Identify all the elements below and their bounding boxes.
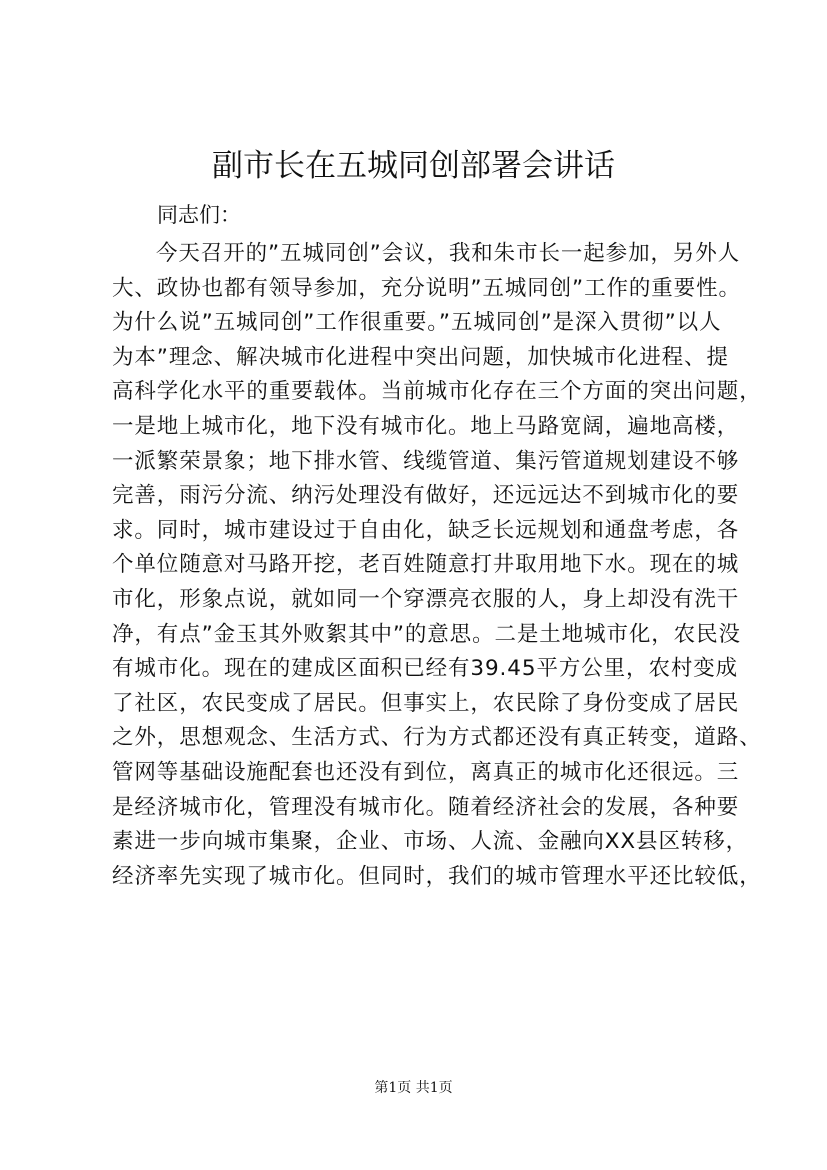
body-line: 为本”理念、解决城市化进程中突出问题，加快城市化进程、提 [112,344,729,370]
body-line: 大、政协也都有领导参加，充分说明”五城同创”工作的重要性。 [112,275,741,301]
body-line: 今天召开的”五城同创”会议，我和朱市长一起参加，另外人 [156,241,741,266]
body-line: 经济率先实现了城市化。但同时，我们的城市管理水平还比较低， [112,863,762,889]
body-line: 个单位随意对马路开挖，老百姓随意打井取用地下水。现在的城 [112,552,740,578]
body-line: 管网等基础设施配套也还没有到位，离真正的城市化还很远。三 [112,759,740,785]
body-line: 是经济城市化，管理没有城市化。随着经济社会的发展，各种要 [112,794,740,820]
body-line: 素进一步向城市集聚，企业、市场、人流、金融向XX县区转移， [112,829,749,855]
body-line: 净，有点”金玉其外败絮其中”的意思。二是土地城市化，农民没 [112,621,741,647]
body-line: 之外，思想观念、生活方式、行为方式都还没有真正转变，道路、 [112,725,762,751]
page-footer: 第1页 共1页 [374,1080,453,1096]
body-line: 求。同时，城市建设过于自由化，缺乏长远规划和通盘考虑，各 [112,517,740,543]
body-line: 高科学化水平的重要载体。当前城市化存在三个方面的突出问题， [112,379,762,405]
body-line: 一派繁荣景象；地下排水管、线缆管道、集污管道规划建设不够 [112,448,740,474]
body-line: 为什么说”五城同创”工作很重要。”五城同创”是深入贯彻”以人 [112,310,722,336]
salutation: 同志们： [157,203,241,227]
body-line: 市化，形象点说，就如同一个穿漂亮衣服的人，身上却没有洗干 [112,586,740,612]
document-title: 副市长在五城同创部署会讲话 [212,148,615,184]
body-line: 了社区，农民变成了居民。但事实上，农民除了身份变成了居民 [112,690,740,716]
body-text [112,237,762,894]
body-line: 有城市化。现在的建成区面积已经有39.45平方公里，农村变成 [112,656,739,682]
body-line: 一是地上城市化，地下没有城市化。地上马路宽阔，遍地高楼， [112,413,740,439]
body-line: 完善，雨污分流、纳污处理没有做好，还远远达不到城市化的要 [112,483,740,509]
